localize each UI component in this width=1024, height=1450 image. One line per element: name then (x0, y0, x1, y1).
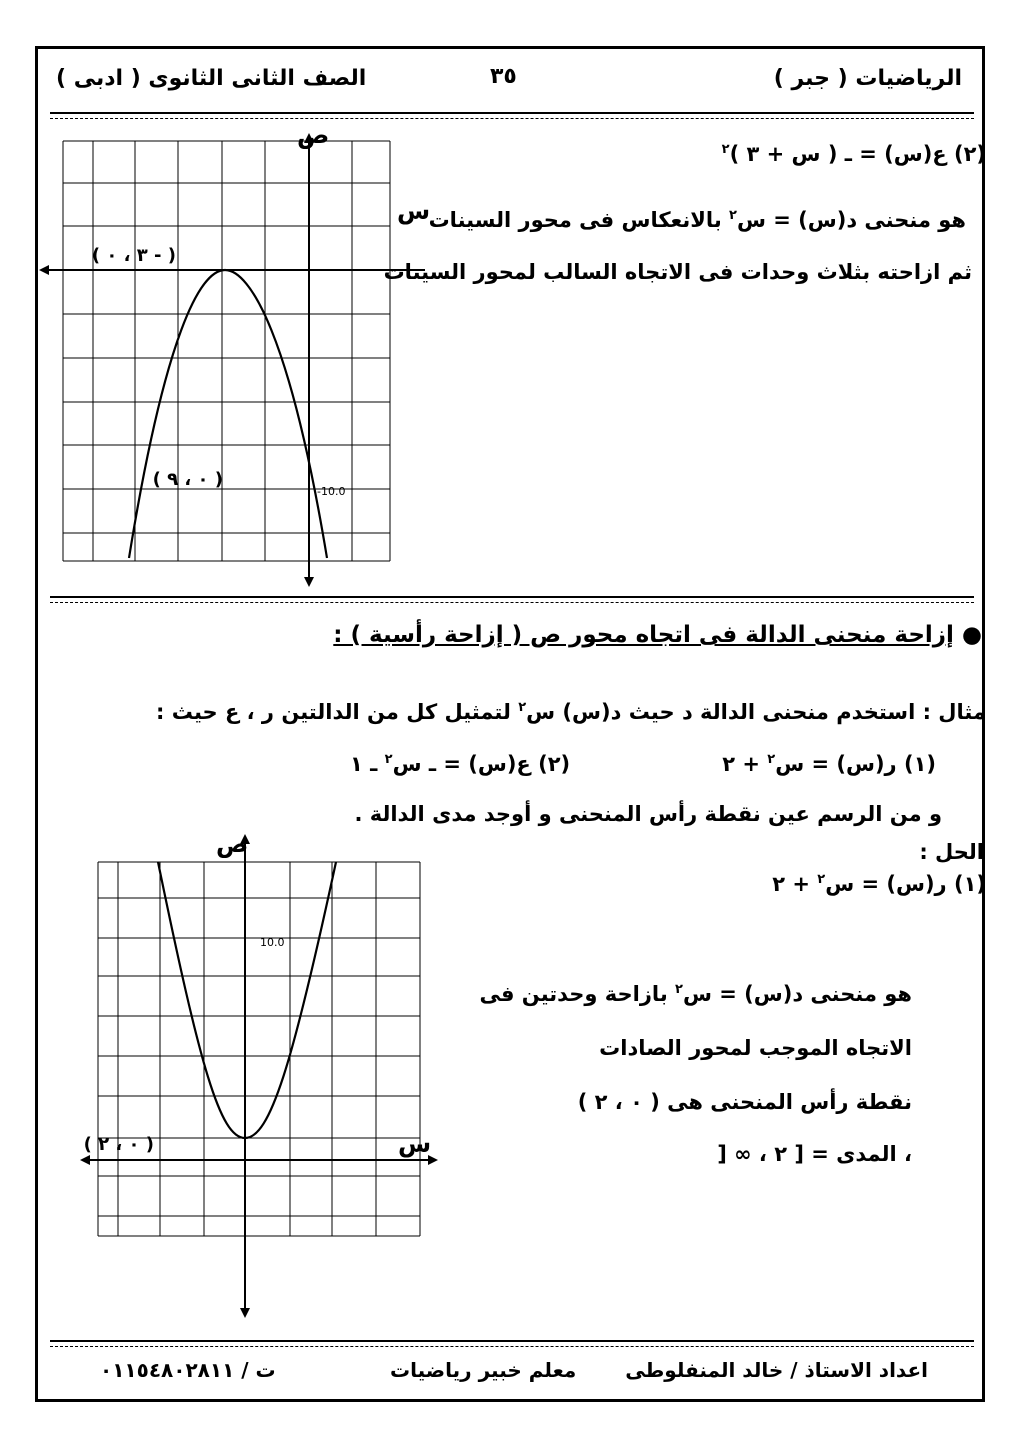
header-subject: الرياضيات ( جبر ) (773, 66, 962, 91)
grid (98, 862, 420, 1236)
graph1-x-axis-label: س (397, 197, 430, 225)
footer-divider (50, 1340, 974, 1342)
graph2-x-axis-label: س (398, 1130, 432, 1158)
function-1: (١) ر(س) = س$^٢$ + ٢ (722, 752, 936, 776)
y-axis-arrow-down (304, 577, 314, 587)
y-axis-arrow-down (240, 1308, 250, 1318)
section1-function: (٢) ع(س) = ـ ( س + ٣ )$^٢$ (721, 142, 986, 166)
header-page-number: ٣٥ (490, 64, 517, 89)
footer-author: اعداد الاستاذ / خالد المنفلوطى (625, 1358, 928, 1382)
grid (63, 141, 390, 561)
graph2-vertex-label: ( ٠ ، ٢ ) (83, 1134, 154, 1155)
header-divider (50, 112, 974, 114)
solution-1: (١) ر(س) = س$^٢$ + ٢ (772, 872, 986, 896)
section1-desc-line2: ثم ازاحته بثلاث وحدات فى الاتجاه السالب لمحور السينات (383, 260, 972, 284)
parabola-curve (158, 862, 336, 1138)
header-divider-2 (50, 118, 974, 119)
x-axis-arrow-left (39, 265, 49, 275)
section1-desc-line1: هو منحنى د(س) = س$^٢$ بالانعكاس فى محور السينات (428, 208, 966, 232)
example-statement: مثال : استخدم منحنى الدالة د حيث د(س) س$^٢$ لتمثيل كل من الدالتين ر ، ع حيث : (156, 700, 986, 724)
function-2: (٢) ع(س) = ـ س$^٢$ ـ ١ (350, 752, 571, 776)
range-text: ، المدى = [ ٢ ، ∞ [ (717, 1142, 912, 1166)
footer-phone: ت / ٠١١٥٤٨٠٢٨١١ (100, 1358, 276, 1382)
graph2-tick-label: 10.0 (260, 936, 285, 949)
footer-divider-2 (50, 1346, 974, 1347)
desc-line-2: الاتجاه الموجب لمحور الصادات (599, 1036, 912, 1060)
x-axis-arrow-left (80, 1155, 90, 1165)
solution-label: الحل : (919, 840, 984, 864)
section-divider-2 (50, 602, 974, 603)
section2-heading: ● إزاحة منحنى الدالة فى اتجاه محور ص ( إزاحة رأسية ) : (333, 622, 982, 648)
footer-title: معلم خبير رياضيات (390, 1358, 577, 1382)
instruction: و من الرسم عين نقطة رأس المنحنى و أوجد مدى الدالة . (354, 802, 942, 826)
graph1-vertex-label: ( - ٣ ، ٠ ) (91, 245, 176, 266)
bullet: ● (953, 622, 982, 648)
graph1-y-axis-label: ص (297, 125, 330, 149)
vertex-text: نقطة رأس المنحنى هى ( ٠ ، ٢ ) (577, 1090, 912, 1114)
header-grade: الصف الثانى الثانوى ( ادبى ) (56, 66, 367, 91)
graph1-intercept-label: ( ٠ ، ٩ ) (152, 469, 223, 490)
section-divider (50, 596, 974, 598)
graph-shifted-parabola (70, 826, 450, 1326)
graph-reflected-parabola (35, 125, 430, 595)
desc-line-1: هو منحنى د(س) = س$^٢$ بازاحة وحدتين فى (479, 982, 912, 1006)
parabola-curve (129, 270, 327, 558)
graph2-y-axis-label: ص (216, 830, 249, 858)
graph1-tick-label: -10.0 (317, 485, 346, 498)
